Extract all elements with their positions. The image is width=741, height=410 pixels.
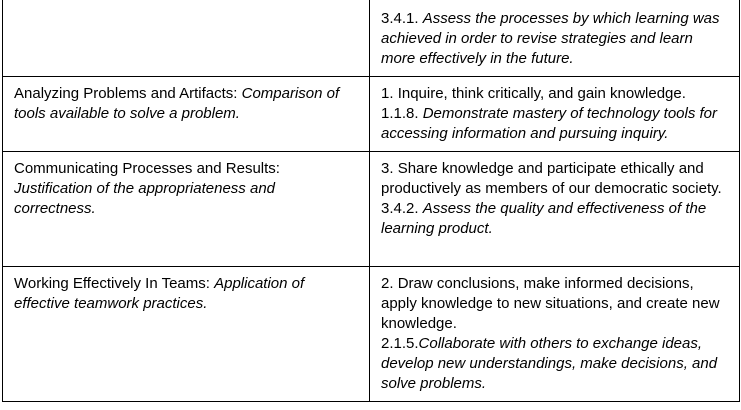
standard-entry xyxy=(381,274,729,334)
standard-entry xyxy=(381,104,729,144)
standard-code: 3. xyxy=(381,160,394,177)
table-row xyxy=(3,0,740,77)
standard-cell xyxy=(370,77,740,152)
table-row xyxy=(3,77,740,152)
skill-cell xyxy=(3,0,370,77)
standard-text: Demonstrate mastery of technology tools for accessing information and pursuing inquiry. xyxy=(381,105,718,142)
standard-entry xyxy=(381,84,729,104)
table-row xyxy=(3,267,740,402)
skill-description: Comparison of tools available to solve a problem. xyxy=(14,85,340,122)
standard-text: Assess the quality and effectiveness of the learning product. xyxy=(381,200,707,237)
standard-text: Inquire, think critically, and gain knowledge. xyxy=(397,85,686,102)
skill-title: Communicating Processes and Results: xyxy=(14,160,280,177)
skill-title: Analyzing Problems and Artifacts: xyxy=(14,85,238,102)
standard-entry xyxy=(381,9,729,69)
standard-text: Share knowledge and participate ethically and productively as members of our democratic society. xyxy=(381,160,722,197)
skill-description: Justification of the appropriateness and correctness. xyxy=(14,180,275,217)
standard-entry xyxy=(381,334,729,394)
standard-cell xyxy=(370,152,740,267)
skill-title: Working Effectively In Teams: xyxy=(14,275,210,292)
standard-code: 3.4.1. xyxy=(381,10,419,27)
standard-code: 1.1.8. xyxy=(381,105,419,122)
standard-code: 1. xyxy=(381,85,394,102)
standard-cell xyxy=(370,0,740,77)
table-row xyxy=(3,152,740,267)
skill-description: Application of effective teamwork practices. xyxy=(14,275,305,312)
skill-cell xyxy=(3,77,370,152)
standards-table xyxy=(2,0,740,402)
standard-entry xyxy=(381,159,729,199)
standard-cell xyxy=(370,267,740,402)
standard-text: Assess the processes by which learning was achieved in order to revise strategies and learn more effectively in the future. xyxy=(381,10,720,67)
standard-code: 2.1.5. xyxy=(381,335,419,352)
standard-entry xyxy=(381,199,729,239)
standard-text: Collaborate with others to exchange ideas, develop new understandings, make decisions, and solve problems. xyxy=(381,335,718,392)
standard-text: Draw conclusions, make informed decisions, apply knowledge to new situations, and create new knowledge. xyxy=(381,275,720,332)
skill-cell xyxy=(3,152,370,267)
standard-code: 2. xyxy=(381,275,394,292)
standard-code: 3.4.2. xyxy=(381,200,419,217)
skill-cell xyxy=(3,267,370,402)
